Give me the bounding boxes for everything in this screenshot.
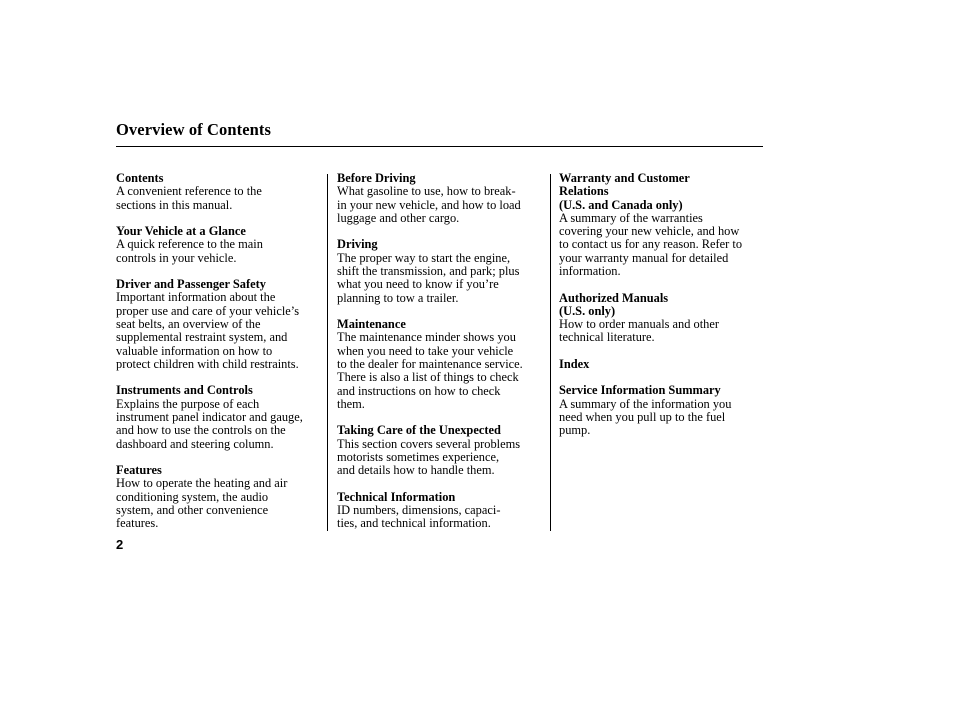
toc-entry-description: A summary of the warranties covering your new vehicle, and how to contact us for any reason. Refer to your warranty manual for detailed information. <box>559 210 743 279</box>
toc-entry-description: Important information about the proper use and care of your vehicle’s seat belts, an overview of the supplemental restraint system, and valuable information on how to protect children with child restraints. <box>116 290 300 371</box>
toc-entry-description: A summary of the information you need when you pull up to the fuel pump. <box>559 396 732 438</box>
toc-entry-description: How to order manuals and other technical literature. <box>559 317 720 345</box>
toc-entry-description: This section covers several problems motorists sometimes experience, and details how to handle them. <box>337 436 521 478</box>
toc-entry-heading: Service Information Summary <box>559 383 721 398</box>
toc-entry-heading: Technical Information <box>337 489 456 504</box>
toc-entry-features[interactable] <box>116 464 326 530</box>
toc-entry-heading: Driving <box>337 237 378 252</box>
column-divider <box>550 174 551 531</box>
contents-column-2 <box>337 172 551 544</box>
page-title: Overview of Contents <box>116 120 272 139</box>
toc-entry-heading: Warranty and Customer Relations (U.S. and Canada only) <box>559 171 690 212</box>
contents-column-3 <box>559 172 769 451</box>
toc-entry-description: A quick reference to the main controls in your vehicle. <box>116 237 263 265</box>
toc-entry-technical-information[interactable] <box>337 491 551 531</box>
toc-entry-description: ID numbers, dimensions, capaci- ties, and technical information. <box>337 502 501 531</box>
toc-entry-service-information-summary[interactable] <box>559 384 769 437</box>
toc-entry-heading: Instruments and Controls <box>116 383 253 398</box>
toc-entry-heading: Driver and Passenger Safety <box>116 277 266 292</box>
toc-entry-contents[interactable] <box>116 172 326 212</box>
toc-entry-before-driving[interactable] <box>337 172 551 225</box>
toc-entry-heading: Authorized Manuals (U.S. only) <box>559 290 669 318</box>
toc-entry-maintenance[interactable] <box>337 318 551 411</box>
toc-entry-your-vehicle-at-a-glance[interactable] <box>116 225 326 265</box>
toc-entry-description: Explains the purpose of each instrument panel indicator and gauge, and how to use the controls on the dashboard and steering column. <box>116 396 303 451</box>
toc-entry-heading: Index <box>559 356 590 371</box>
title-divider <box>116 146 763 147</box>
toc-entry-heading: Features <box>116 463 162 478</box>
toc-entry-description: A convenient reference to the sections in this manual. <box>116 184 262 212</box>
toc-entry-description: The maintenance minder shows you when you need to take your vehicle to the dealer for maintenance service. There is also a list of things to check and instructions on how to check them. <box>337 330 523 411</box>
toc-entry-heading: Contents <box>116 171 164 185</box>
toc-entry-heading: Before Driving <box>337 171 416 185</box>
toc-entry-description: What gasoline to use, how to break- in your new vehicle, and how to load luggage and other cargo. <box>337 184 521 225</box>
toc-entry-description: How to operate the heating and air conditioning system, the audio system, and other convenience features. <box>116 476 288 531</box>
toc-entry-heading: Your Vehicle at a Glance <box>116 224 246 239</box>
contents-column-1 <box>116 172 326 544</box>
toc-entry-warranty-customer-relations[interactable] <box>559 172 769 278</box>
toc-entry-authorized-manuals[interactable] <box>559 292 769 345</box>
toc-entry-description: The proper way to start the engine, shift the transmission, and park; plus what you need to know if you’re planning to tow a trailer. <box>337 250 520 305</box>
page-number: 2 <box>116 537 124 552</box>
toc-entry-index[interactable] <box>559 358 769 371</box>
toc-entry-taking-care-unexpected[interactable] <box>337 424 551 477</box>
column-divider <box>327 174 328 531</box>
toc-entry-instruments-controls[interactable] <box>116 384 326 450</box>
toc-entry-heading: Taking Care of the Unexpected <box>337 423 501 438</box>
toc-entry-heading: Maintenance <box>337 317 406 332</box>
toc-entry-driving[interactable] <box>337 238 551 304</box>
toc-entry-driver-passenger-safety[interactable] <box>116 278 326 371</box>
